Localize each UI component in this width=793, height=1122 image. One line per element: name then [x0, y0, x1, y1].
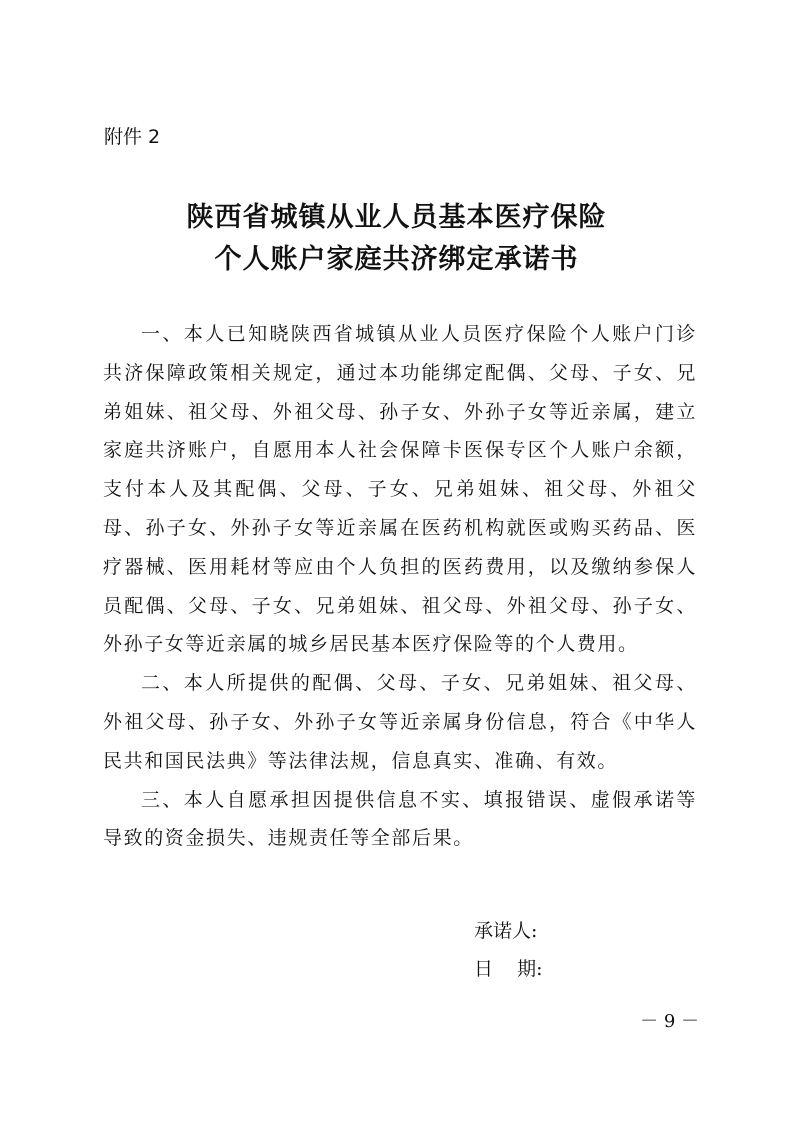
page-number: － 9 － — [640, 1011, 699, 1032]
document-title-line-2: 个人账户家庭共济绑定承诺书 — [214, 244, 579, 275]
paragraph-3: 三、本人自愿承担因提供信息不实、填报错误、虚假承诺等导致的资金损失、违规责任等全部后果。 — [103, 788, 697, 850]
document-title-line-1: 陕西省城镇从业人员基本医疗保险 — [186, 202, 607, 233]
date-label: 日 期: — [474, 958, 543, 980]
document-body — [103, 315, 697, 858]
attachment-label: 附件 2 — [104, 126, 161, 148]
paragraph-2: 二、本人所提供的配偶、父母、子女、兄弟姐妹、祖父母、外祖父母、孙子女、外孙子女等近亲属身份信息，符合《中华人民共和国民法典》等法律法规，信息真实、准确、有效。 — [103, 672, 697, 772]
paragraph-1: 一、本人已知晓陕西省城镇从业人员医疗保险个人账户门诊共济保障政策相关规定，通过本功能绑定配偶、父母、子女、兄弟姐妹、祖父母、外祖父母、孙子女、外孙子女等近亲属，建立家庭共济账户，自愿用本人社会保障卡医保专区个人账户余额，支付本人及其配偶、父母、子女、兄弟姐妹、祖父母、外祖父母、孙子女、外孙子女等近亲属在医药机构就医或购买药品、医疗器械、医用耗材等应由个人负担的医药费用，以及缴纳参保人员配偶、父母、子女、兄弟姐妹、祖父母、外祖父母、孙子女、外孙子女等近亲属的城乡居民基本医疗保险等的个人费用。 — [103, 323, 697, 656]
pledger-label: 承诺人: — [474, 920, 538, 942]
